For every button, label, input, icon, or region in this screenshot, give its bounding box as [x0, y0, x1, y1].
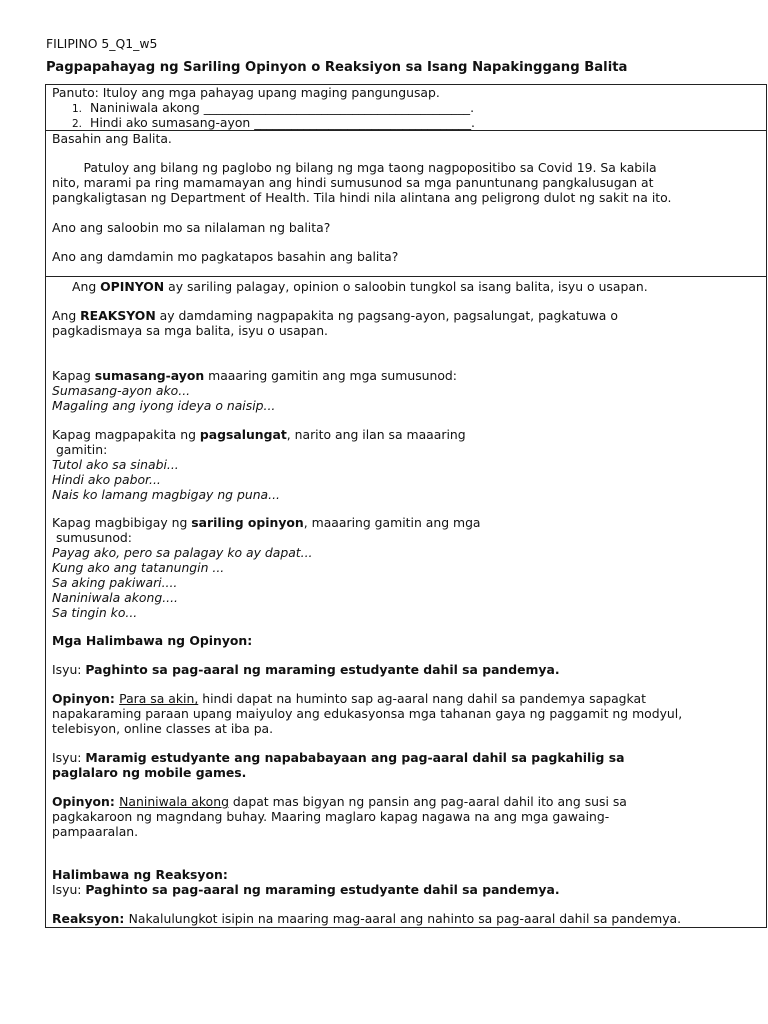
- text: maaaring gamitin ang mga sumusunod:: [204, 368, 457, 383]
- lesson-box: [45, 276, 767, 928]
- text: , narito ang ilan sa maaaring: [286, 427, 466, 442]
- balita-paragraph-line-2: nito, marami pa ring mamamayan ang hindi sumusunod sa mga panuntunang pangkalusugan at: [52, 175, 654, 190]
- agree-example-1: [52, 383, 190, 398]
- text: Sa tingin ko...: [52, 605, 138, 620]
- panuto-item-2-text: Hindi ako sumasang-ayon ___________________________________.: [90, 115, 475, 130]
- reaksyon-term: REAKSYON: [80, 308, 156, 323]
- text: Kapag magbibigay ng: [52, 515, 192, 530]
- text: Isyu:: [52, 882, 86, 897]
- opinyon-2: [52, 794, 627, 809]
- opinion-examples-heading: [52, 633, 252, 648]
- text: Opinyon:: [52, 691, 120, 706]
- own-opinion-example-5: [52, 605, 137, 620]
- opinyon-1-line-3: telebisyon, online classes at iba pa.: [52, 721, 274, 736]
- text: ay sariling palagay, opinion o saloobin tungkol sa isang balita, isyu o usapan.: [164, 279, 648, 294]
- panuto-item-1-text: Naniniwala akong ___________________________________________.: [90, 100, 475, 115]
- text: Sa aking pakiwari....: [52, 575, 178, 590]
- text: , maaaring gamitin ang mga: [303, 515, 481, 530]
- balita-paragraph-line-3: pangkaligtasan ng Department of Health. Tila hindi nila alintana ang peligrong dulot ng sakit na ito.: [52, 190, 672, 205]
- balita-box: [45, 130, 767, 276]
- agree-term: sumasang-ayon: [94, 368, 205, 383]
- text: dapat mas bigyan ng pansin ang pag-aaral dahil ito ang susi sa: [228, 794, 627, 809]
- agree-intro: [52, 368, 457, 383]
- disagree-example-2: [52, 472, 161, 487]
- text: Mga Halimbawa ng Opinyon:: [52, 633, 253, 648]
- text: Kung ako ang tatanungin ...: [52, 560, 225, 575]
- own-opinion-term: sariling opinyon: [191, 515, 304, 530]
- own-opinion-example-3: [52, 575, 177, 590]
- isyu-2-line-2: [52, 765, 246, 780]
- text: Isyu:: [52, 750, 86, 765]
- balita-paragraph-line-1: Patuloy ang bilang ng paglobo ng bilang ng mga taong nagpopositibo sa Covid 19. Sa kabila: [52, 160, 657, 175]
- own-opinion-example-2: [52, 560, 224, 575]
- opinyon-1: [52, 691, 646, 706]
- reaksyon-1: [52, 911, 681, 926]
- own-opinion-example-4: [52, 590, 178, 605]
- document-title: Pagpapahayag ng Sariling Opinyon o Reaksiyon sa Isang Napakinggang Balita: [46, 60, 628, 75]
- text: Nais ko lamang magbigay ng puna...: [52, 487, 280, 502]
- text: Isyu:: [52, 662, 86, 677]
- text: ay damdaming nagpapakita ng pagsang-ayon, pagsalungat, pagkatuwa o: [155, 308, 618, 323]
- isyu-3: [52, 882, 560, 897]
- disagree-term: pagsalungat: [199, 427, 287, 442]
- disagree-example-3: [52, 487, 280, 502]
- text: Nakalulungkot isipin na maaring mag-aaral ang nahinto sa pag-aaral dahil sa pandemya.: [128, 911, 682, 926]
- text: Kapag: [52, 368, 95, 383]
- disagree-example-1: [52, 457, 179, 472]
- text: Hindi ako pabor...: [52, 472, 161, 487]
- own-opinion-intro: [52, 515, 481, 530]
- reaction-examples-heading: [52, 867, 228, 882]
- document-header: FILIPINO 5_Q1_w5: [46, 36, 158, 51]
- own-opinion-example-1: [52, 545, 312, 560]
- text: Ang: [52, 308, 81, 323]
- text: Ang: [72, 279, 101, 294]
- opinyon-term: OPINYON: [100, 279, 165, 294]
- text: hindi dapat na huminto sap ag-aaral nang dahil sa pandemya sapagkat: [198, 691, 646, 706]
- text: Paghinto sa pag-aaral ng maraming estudyante dahil sa pandemya.: [85, 882, 560, 897]
- opinyon-2-line-2: pagkakaroon ng magndang buhay. Maaring maglaro kapag nagawa na ang mga gawaing-: [52, 809, 610, 824]
- text: Sumasang-ayon ako...: [52, 383, 191, 398]
- panuto-item-2-number: 2.: [72, 118, 83, 130]
- text: Opinyon:: [52, 794, 120, 809]
- reaksyon-definition: [52, 308, 618, 323]
- balita-question-1: Ano ang saloobin mo sa nilalaman ng balita?: [52, 220, 331, 235]
- text: Para sa akin,: [119, 691, 199, 706]
- own-opinion-intro-line-2: sumusunod:: [52, 530, 132, 545]
- reaksyon-definition-line-2: pagkadismaya sa mga balita, isyu o usapan.: [52, 323, 328, 338]
- isyu-1: [52, 662, 560, 677]
- text: Naniniwala akong: [119, 794, 229, 809]
- disagree-intro: [52, 427, 466, 442]
- balita-question-2: Ano ang damdamin mo pagkatapos basahin ang balita?: [52, 249, 399, 264]
- panuto-item-1-number: 1.: [72, 103, 83, 115]
- disagree-intro-line-2: gamitin:: [52, 442, 108, 457]
- panuto-label: Panuto: Ituloy ang mga pahayag upang maging pangungusap.: [52, 85, 440, 100]
- text: Magaling ang iyong ideya o naisip...: [52, 398, 276, 413]
- text: Halimbawa ng Reaksyon:: [52, 867, 228, 882]
- panuto-box: [45, 84, 767, 130]
- text: Tutol ako sa sinabi...: [52, 457, 179, 472]
- text: Kapag magpapakita ng: [52, 427, 200, 442]
- agree-example-2: [52, 398, 275, 413]
- balita-heading: Basahin ang Balita.: [52, 131, 172, 146]
- text: Maramig estudyante ang napababayaan ang pag-aaral dahil sa pagkahilig sa: [85, 750, 625, 765]
- text: Payag ako, pero sa palagay ko ay dapat...: [52, 545, 313, 560]
- text: Naniniwala akong....: [52, 590, 178, 605]
- opinyon-1-line-2: napakaraming paraan upang maiyuloy ang edukasyonsa mga tahanan gaya ng paggamit ng modyul,: [52, 706, 683, 721]
- text: Paghinto sa pag-aaral ng maraming estudyante dahil sa pandemya.: [85, 662, 560, 677]
- opinyon-definition: [72, 279, 648, 294]
- isyu-2: [52, 750, 624, 765]
- text: paglalaro ng mobile games.: [52, 765, 247, 780]
- opinyon-2-line-3: pampaaralan.: [52, 824, 139, 839]
- text: Reaksyon:: [52, 911, 129, 926]
